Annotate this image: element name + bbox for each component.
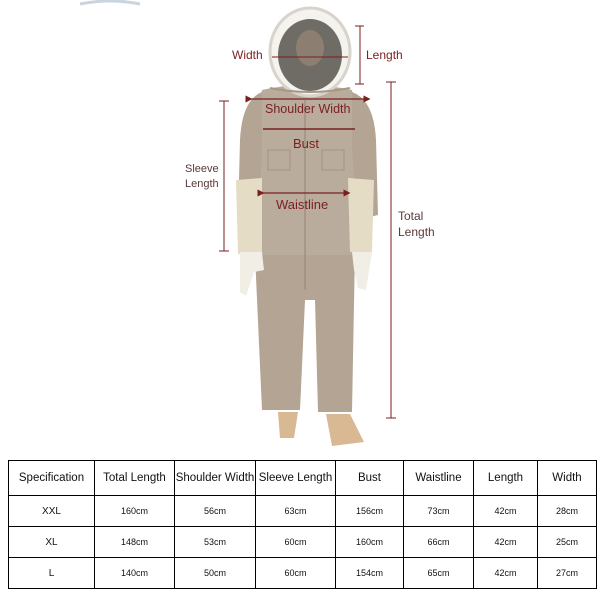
table-row (9, 527, 597, 558)
header-sleeve-length: Sleeve Length (256, 461, 336, 496)
header-total-length: Total Length (95, 461, 175, 496)
total-length-label-2: Length (398, 225, 435, 239)
row-l-sleeve-length: 60cm (256, 558, 336, 589)
row-xxl-shoulder-width: 56cm (175, 496, 256, 527)
row-l-shoulder-width: 50cm (175, 558, 256, 589)
sleeve-length-label-1: Sleeve (185, 163, 219, 175)
total-length-label-1: Total (398, 209, 424, 223)
row-xxl-size: XXL (9, 496, 95, 527)
row-xxl-waistline: 73cm (404, 496, 474, 527)
table-header-row (9, 461, 597, 496)
row-xl-size: XL (9, 527, 95, 558)
row-l-length: 42cm (474, 558, 538, 589)
bust-label: Bust (293, 136, 320, 151)
row-l-waistline: 65cm (404, 558, 474, 589)
header-waistline: Waistline (404, 461, 474, 496)
left-foot (278, 412, 298, 438)
row-l-size: L (9, 558, 95, 589)
top-arc (80, 1, 140, 4)
right-foot (326, 414, 364, 446)
right-glove (348, 178, 374, 252)
header-width: Width (538, 461, 597, 496)
sleeve-length-label-2: Length (185, 178, 219, 190)
row-xl-width: 25cm (538, 527, 597, 558)
row-xxl-sleeve-length: 63cm (256, 496, 336, 527)
waistline-label: Waistline (276, 197, 329, 212)
row-l-width: 27cm (538, 558, 597, 589)
header-specification: Specification (9, 461, 95, 496)
row-xxl-total-length: 160cm (95, 496, 175, 527)
row-xl-length: 42cm (474, 527, 538, 558)
row-xl-sleeve-length: 60cm (256, 527, 336, 558)
header-bust: Bust (336, 461, 404, 496)
header-length: Length (474, 461, 538, 496)
row-xl-bust: 160cm (336, 527, 404, 558)
header-shoulder-width: Shoulder Width (175, 461, 256, 496)
row-l-total-length: 140cm (95, 558, 175, 589)
row-l-bust: 154cm (336, 558, 404, 589)
size-chart-table (8, 460, 597, 589)
face (296, 30, 324, 66)
suit-illustration (236, 8, 378, 446)
row-xl-shoulder-width: 53cm (175, 527, 256, 558)
shoulder-width-label: Shoulder Width (265, 102, 351, 116)
table-row (9, 558, 597, 589)
row-xxl-width: 28cm (538, 496, 597, 527)
left-glove (236, 178, 262, 254)
row-xl-waistline: 66cm (404, 527, 474, 558)
row-xxl-length: 42cm (474, 496, 538, 527)
row-xxl-bust: 156cm (336, 496, 404, 527)
hood-length-label: Length (366, 48, 403, 62)
table-row (9, 496, 597, 527)
width-label: Width (232, 48, 263, 62)
row-xl-total-length: 148cm (95, 527, 175, 558)
